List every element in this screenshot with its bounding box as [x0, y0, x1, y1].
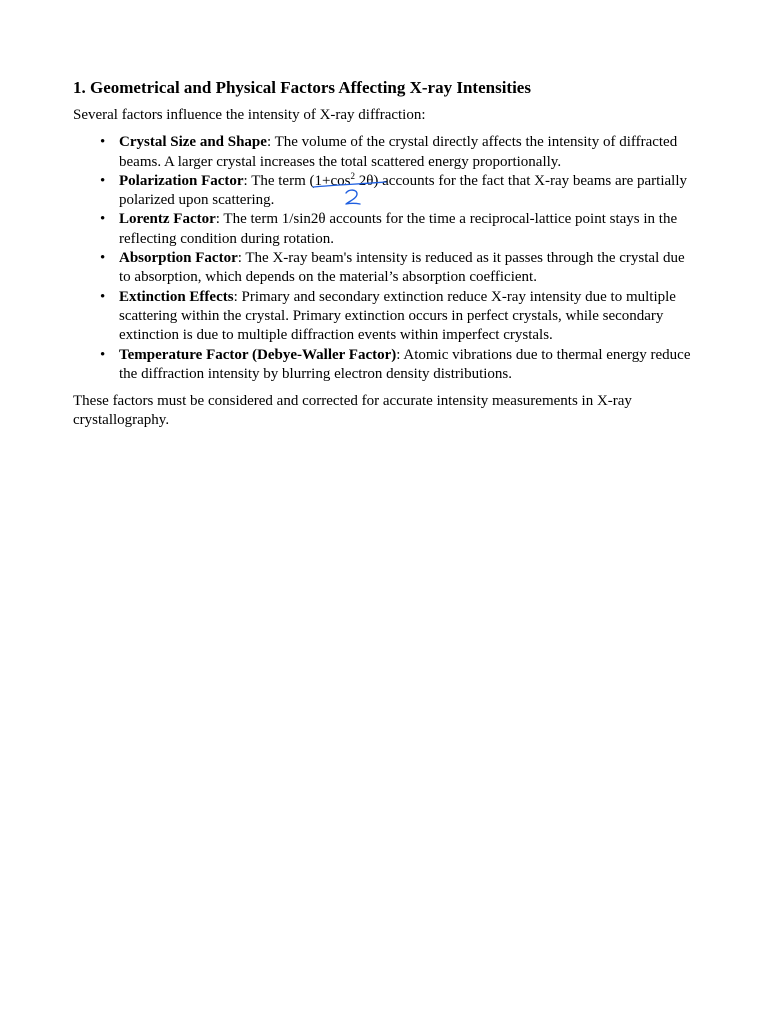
factor-text: : The term 1/sin2θ accounts for the time a reciprocal-lattice point stays in the reflecting condition during rotation. [119, 211, 678, 247]
bullet-icon: • [100, 134, 106, 151]
factor-term: Polarization Factor [119, 172, 244, 189]
bullet-icon: • [100, 288, 106, 305]
conclusion-paragraph: These factors must be considered and corrected for accurate intensity measurements in X-ray crystallography. [73, 393, 632, 429]
list-item-lorentz [73, 210, 698, 249]
factor-term: Temperature Factor (Debye-Waller Factor) [119, 346, 397, 363]
factor-term: Extinction Effects [119, 288, 234, 305]
list-item-absorption [73, 249, 698, 288]
factor-term: Absorption Factor [119, 250, 238, 267]
document-body [73, 76, 698, 431]
list-item-temperature [73, 346, 698, 385]
factor-text: : The X-ray beam's intensity is reduced as it passes through the crystal due to absorption, which depends on the material’s absorption coefficient. [119, 250, 685, 286]
list-item-polarization [73, 172, 698, 211]
factor-text-cont: 2θ) accounts for the fact that X-ray beams are partially polarized upon scattering. [119, 172, 687, 209]
bullet-icon: • [100, 211, 106, 228]
factor-text: : The term (1+cos [243, 172, 351, 189]
factor-term: Lorentz Factor [119, 211, 216, 228]
intro-paragraph: Several factors influence the intensity of X-ray diffraction: [73, 107, 426, 123]
bullet-icon: • [100, 172, 106, 189]
factor-list [73, 133, 698, 384]
factor-text: : Atomic vibrations due to thermal energy reduce the diffraction intensity by blurring electron density distributions. [119, 346, 691, 382]
factor-text: : Primary and secondary extinction reduce X-ray intensity due to multiple scattering within the crystal. Primary extinction occurs in perfect crystals, while secondary extinction is due to multiple diffraction events within imperfect crystals. [119, 288, 676, 344]
bullet-icon: • [100, 346, 106, 363]
factor-text: : The volume of the crystal directly affects the intensity of diffracted beams. A larger crystal increases the total scattered energy proportionally. [119, 134, 678, 170]
bullet-icon: • [100, 250, 106, 267]
list-item-crystal-size [73, 133, 698, 172]
superscript: 2 [350, 170, 355, 181]
factor-term: Crystal Size and Shape [119, 134, 267, 151]
list-item-extinction [73, 288, 698, 346]
section-heading: 1. Geometrical and Physical Factors Affecting X-ray Intensities [73, 78, 531, 97]
